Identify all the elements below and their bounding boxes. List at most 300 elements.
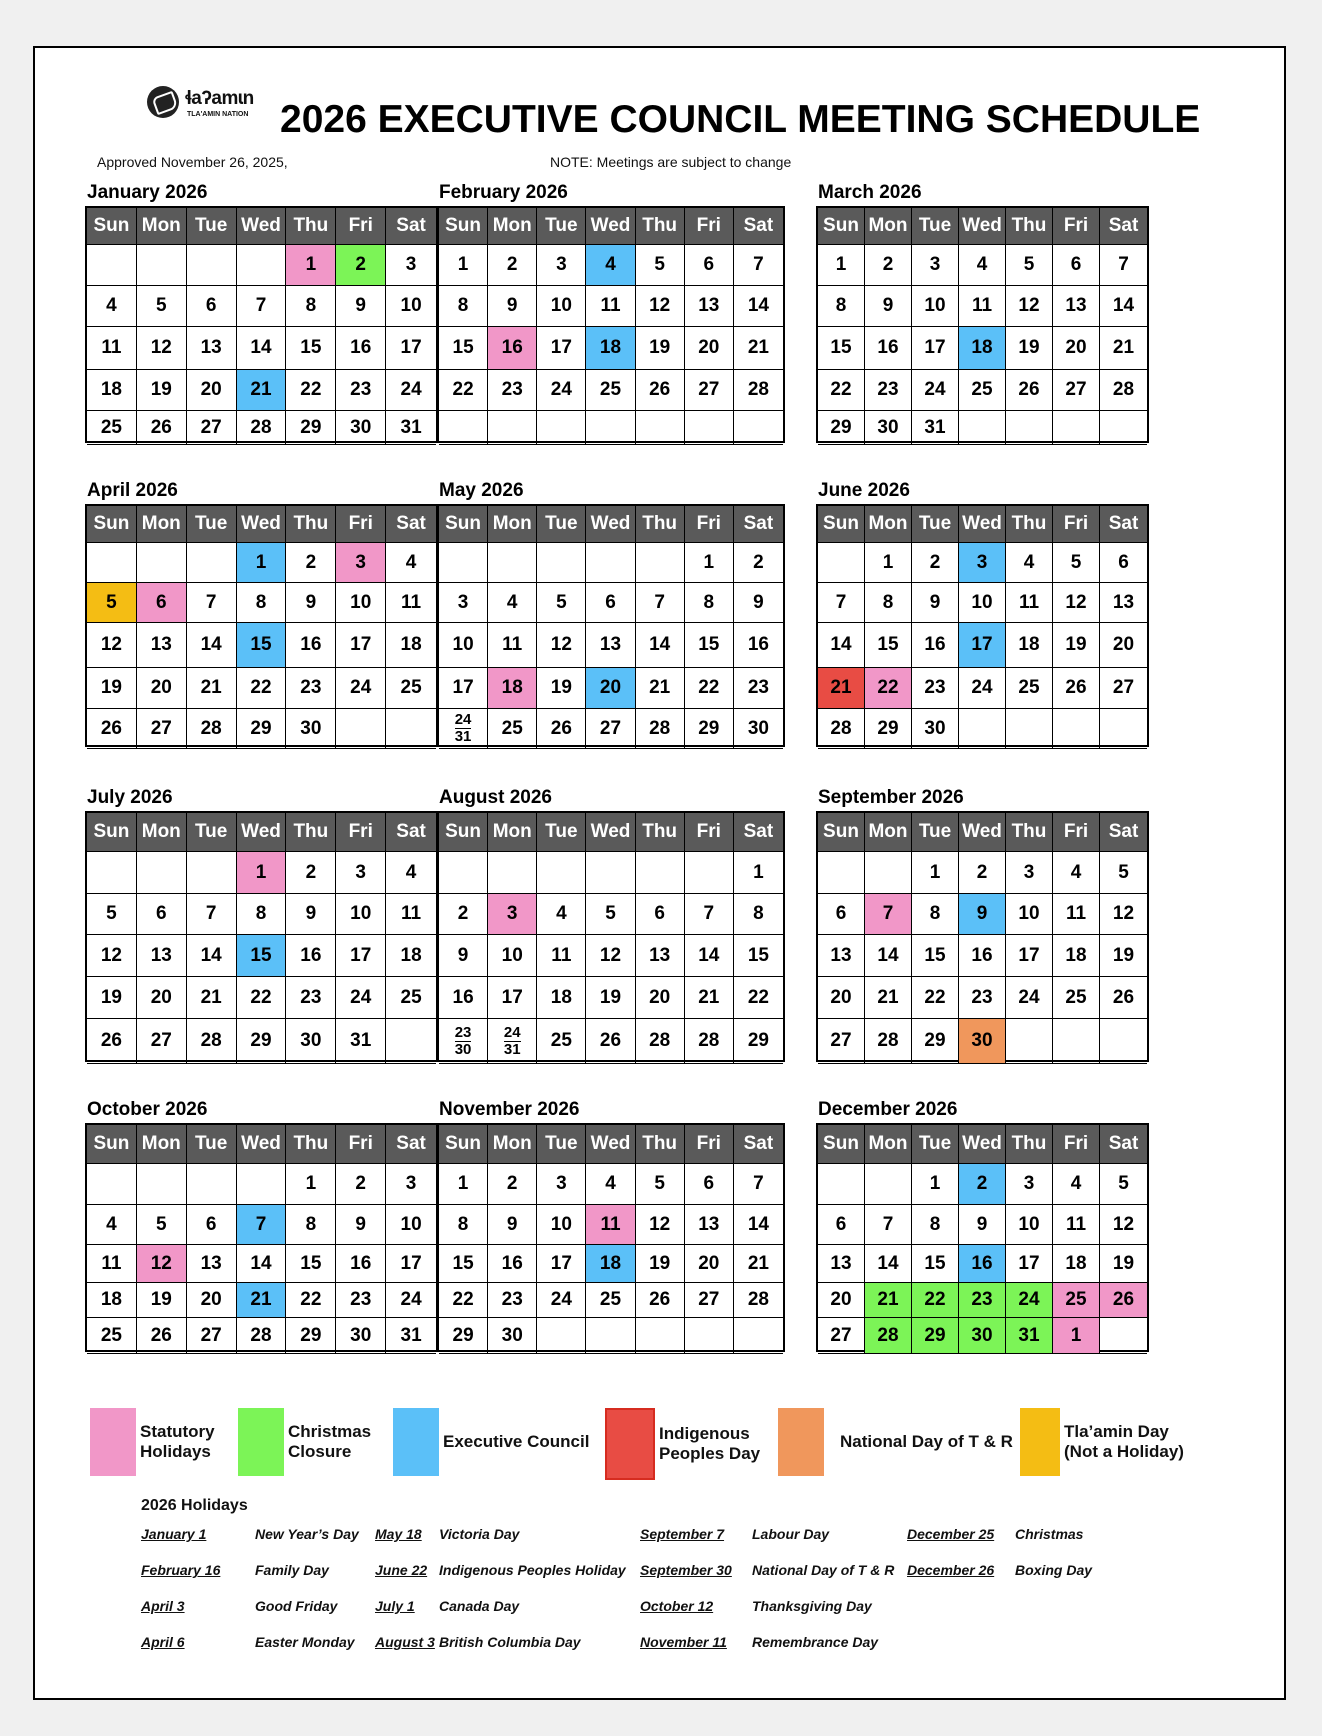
empty-cell (685, 1318, 734, 1354)
legend-swatch (90, 1408, 136, 1476)
month-grid (437, 504, 785, 747)
day-cell: 18 (959, 327, 1006, 370)
holiday-date: July 1 (375, 1598, 415, 1614)
day-header-tue: Tue (537, 1125, 586, 1164)
day-header-tue: Tue (537, 208, 586, 245)
day-header-mon: Mon (137, 506, 187, 543)
day-cell: 14 (237, 327, 287, 370)
day-cell: 20 (187, 370, 237, 411)
day-header-sun: Sun (439, 208, 488, 245)
day-cell: 11 (87, 327, 137, 370)
tlaamin-logo (147, 86, 267, 126)
day-header-tue: Tue (912, 506, 959, 543)
empty-cell (734, 1318, 783, 1354)
day-cell: 28 (636, 1019, 685, 1064)
holiday-date: October 12 (640, 1598, 714, 1614)
day-cell: 22 (912, 977, 959, 1019)
day-cell: 18 (386, 623, 436, 668)
day-cell: 18 (488, 668, 537, 709)
day-cell: 26 (137, 411, 187, 445)
day-cell: 11 (1053, 1205, 1100, 1245)
day-cell: 9 (734, 583, 783, 623)
empty-cell (439, 852, 488, 894)
day-cell: 5 (87, 583, 137, 623)
day-cell: 25 (1006, 668, 1053, 709)
day-header-sun: Sun (818, 813, 865, 852)
empty-cell (636, 411, 685, 445)
day-cell: 30 (336, 411, 386, 445)
day-cell: 13 (1053, 286, 1100, 327)
day-cell: 17 (439, 668, 488, 709)
day-cell: 22 (237, 977, 287, 1019)
holiday-date: April 3 (141, 1598, 185, 1614)
logo-subtitle: TLA'AMIN NATION (187, 111, 249, 118)
day-cell: 5 (137, 1205, 187, 1245)
day-cell: 24 (912, 370, 959, 411)
day-cell: 7 (237, 1205, 287, 1245)
day-header-wed: Wed (586, 813, 635, 852)
holiday-name: Christmas (1015, 1526, 1084, 1542)
day-cell: 28 (865, 1318, 912, 1354)
day-cell: 14 (187, 623, 237, 668)
day-cell: 6 (1053, 245, 1100, 286)
day-cell: 26 (636, 370, 685, 411)
day-cell: 27 (137, 1019, 187, 1064)
day-cell: 11 (386, 894, 436, 935)
day-cell: 15 (734, 935, 783, 977)
day-cell: 3 (537, 245, 586, 286)
day-header-sun: Sun (818, 506, 865, 543)
day-header-tue: Tue (912, 208, 959, 245)
day-cell: 7 (865, 1205, 912, 1245)
empty-cell (1053, 411, 1100, 445)
day-cell: 17 (959, 623, 1006, 668)
day-header-sun: Sun (439, 1125, 488, 1164)
empty-cell (1100, 1019, 1147, 1064)
day-cell: 18 (87, 370, 137, 411)
day-cell: 2 (286, 852, 336, 894)
day-cell: 21 (818, 668, 865, 709)
day-cell: 19 (1053, 623, 1100, 668)
holiday-name: National Day of T & R (752, 1562, 895, 1578)
day-header-wed: Wed (959, 506, 1006, 543)
day-cell: 15 (237, 935, 287, 977)
day-cell: 3 (386, 1164, 436, 1205)
day-cell: 20 (1053, 327, 1100, 370)
day-header-sat: Sat (386, 208, 436, 245)
day-header-wed: Wed (959, 1125, 1006, 1164)
day-cell: 6 (685, 245, 734, 286)
day-cell: 5 (137, 286, 187, 327)
day-cell: 4 (87, 1205, 137, 1245)
holiday-date: August 3 (375, 1634, 435, 1650)
day-cell: 14 (818, 623, 865, 668)
day-header-sat: Sat (386, 506, 436, 543)
day-cell: 11 (586, 286, 635, 327)
empty-cell (818, 543, 865, 583)
day-header-tue: Tue (912, 813, 959, 852)
day-cell: 1 (439, 1164, 488, 1205)
day-cell: 29 (237, 709, 287, 749)
day-cell: 17 (537, 327, 586, 370)
day-header-sun: Sun (439, 506, 488, 543)
day-cell: 8 (912, 1205, 959, 1245)
day-cell: 20 (1100, 623, 1147, 668)
day-cell: 20 (818, 1283, 865, 1318)
month-title: December 2026 (818, 1099, 958, 1120)
day-cell: 25 (959, 370, 1006, 411)
holiday-name: British Columbia Day (439, 1634, 581, 1650)
day-cell: 27 (1053, 370, 1100, 411)
day-header-tue: Tue (187, 813, 237, 852)
day-header-tue: Tue (912, 1125, 959, 1164)
day-cell: 3 (537, 1164, 586, 1205)
day-cell: 15 (439, 1245, 488, 1283)
day-cell: 10 (336, 894, 386, 935)
day-cell: 13 (685, 286, 734, 327)
day-cell: 24 (1006, 1283, 1053, 1318)
day-cell: 12 (586, 935, 635, 977)
day-cell: 21 (237, 1283, 287, 1318)
empty-cell (237, 245, 287, 286)
day-cell: 1 (734, 852, 783, 894)
holiday-name: Labour Day (752, 1526, 830, 1542)
day-cell: 22 (439, 1283, 488, 1318)
empty-cell (734, 411, 783, 445)
month-title: January 2026 (87, 182, 208, 203)
empty-cell (187, 245, 237, 286)
month-title: August 2026 (439, 787, 552, 808)
legend-swatch (605, 1408, 655, 1480)
empty-cell (137, 852, 187, 894)
day-cell: 22 (865, 668, 912, 709)
empty-cell (586, 1318, 635, 1354)
empty-cell (87, 1164, 137, 1205)
day-cell: 18 (386, 935, 436, 977)
empty-cell (87, 543, 137, 583)
month-title: July 2026 (87, 787, 173, 808)
empty-cell (137, 245, 187, 286)
day-cell: 25 (87, 1318, 137, 1354)
day-cell: 19 (1100, 935, 1147, 977)
day-header-mon: Mon (488, 208, 537, 245)
day-header-sat: Sat (734, 506, 783, 543)
day-cell: 21 (187, 668, 237, 709)
day-cell: 23 (488, 370, 537, 411)
empty-cell (1006, 1019, 1053, 1064)
day-cell: 16 (336, 1245, 386, 1283)
day-cell: 4 (586, 1164, 635, 1205)
day-cell: 10 (488, 935, 537, 977)
day-header-sat: Sat (386, 1125, 436, 1164)
day-cell: 6 (137, 894, 187, 935)
day-cell-combined (439, 1019, 488, 1064)
day-cell: 11 (537, 935, 586, 977)
day-cell: 29 (818, 411, 865, 445)
day-cell: 26 (1100, 1283, 1147, 1318)
day-header-thu: Thu (286, 506, 336, 543)
schedule-note: NOTE: Meetings are subject to change (550, 154, 792, 170)
day-cell: 25 (1053, 977, 1100, 1019)
day-cell: 5 (1053, 543, 1100, 583)
day-cell: 28 (237, 1318, 287, 1354)
day-cell: 17 (336, 935, 386, 977)
day-header-sun: Sun (87, 506, 137, 543)
day-header-thu: Thu (1006, 1125, 1053, 1164)
day-cell: 5 (586, 894, 635, 935)
day-cell: 3 (912, 245, 959, 286)
day-cell: 27 (685, 370, 734, 411)
day-cell: 28 (636, 709, 685, 749)
empty-cell (818, 1164, 865, 1205)
day-cell: 5 (636, 1164, 685, 1205)
day-cell: 22 (685, 668, 734, 709)
day-cell: 1 (865, 543, 912, 583)
day-header-tue: Tue (537, 506, 586, 543)
day-cell: 4 (386, 543, 436, 583)
day-cell: 25 (386, 668, 436, 709)
day-cell-combined (488, 1019, 537, 1064)
day-header-sun: Sun (439, 813, 488, 852)
legend-swatch (778, 1408, 824, 1476)
day-cell: 8 (865, 583, 912, 623)
day-cell: 21 (237, 370, 287, 411)
holiday-date: September 7 (640, 1526, 725, 1542)
empty-cell (386, 709, 436, 749)
day-header-fri: Fri (1053, 208, 1100, 245)
day-cell: 2 (912, 543, 959, 583)
day-cell: 21 (865, 1283, 912, 1318)
day-cell: 20 (685, 1245, 734, 1283)
empty-cell (537, 543, 586, 583)
day-cell: 1 (237, 543, 287, 583)
day-cell: 19 (537, 668, 586, 709)
day-cell: 3 (336, 543, 386, 583)
day-cell: 29 (439, 1318, 488, 1354)
empty-cell (187, 1164, 237, 1205)
empty-cell (959, 709, 1006, 749)
day-cell: 12 (636, 286, 685, 327)
day-cell: 24 (537, 1283, 586, 1318)
holiday-name: Boxing Day (1015, 1562, 1093, 1578)
month-title: February 2026 (439, 182, 568, 203)
day-header-wed: Wed (586, 506, 635, 543)
day-cell: 2 (488, 1164, 537, 1205)
holiday-name: Canada Day (439, 1598, 520, 1614)
day-cell: 26 (586, 1019, 635, 1064)
day-cell: 29 (865, 709, 912, 749)
day-cell: 10 (959, 583, 1006, 623)
day-cell: 7 (818, 583, 865, 623)
day-cell: 16 (286, 935, 336, 977)
day-cell: 28 (237, 411, 287, 445)
empty-cell (237, 1164, 287, 1205)
day-cell: 2 (959, 852, 1006, 894)
day-cell: 28 (818, 709, 865, 749)
legend-label: National Day of T & R (840, 1432, 1013, 1451)
day-cell: 6 (818, 1205, 865, 1245)
legend-label: Tla’amin Day (Not a Holiday) (1064, 1422, 1184, 1461)
legend-item (238, 1408, 371, 1476)
day-header-thu: Thu (636, 208, 685, 245)
day-cell: 24 (336, 977, 386, 1019)
day-cell: 7 (636, 583, 685, 623)
day-cell: 12 (537, 623, 586, 668)
day-cell: 8 (439, 286, 488, 327)
day-cell: 13 (636, 935, 685, 977)
day-header-thu: Thu (1006, 506, 1053, 543)
day-cell: 6 (586, 583, 635, 623)
month-title: September 2026 (818, 787, 964, 808)
holiday-name: Easter Monday (255, 1634, 355, 1650)
empty-cell (537, 411, 586, 445)
empty-cell (439, 543, 488, 583)
holiday-date: December 25 (907, 1526, 995, 1542)
month-grid (85, 504, 438, 747)
day-header-wed: Wed (586, 1125, 635, 1164)
day-cell: 31 (912, 411, 959, 445)
day-cell: 30 (286, 1019, 336, 1064)
day-cell: 8 (439, 1205, 488, 1245)
day-cell: 9 (286, 583, 336, 623)
day-cell: 19 (586, 977, 635, 1019)
day-cell: 14 (734, 1205, 783, 1245)
day-header-fri: Fri (1053, 813, 1100, 852)
legend-item (1020, 1408, 1184, 1476)
day-cell: 22 (734, 977, 783, 1019)
month-grid (85, 1123, 438, 1352)
day-cell: 21 (187, 977, 237, 1019)
day-cell: 9 (286, 894, 336, 935)
day-cell: 16 (488, 1245, 537, 1283)
holiday-name: Family Day (255, 1562, 329, 1578)
day-cell: 10 (537, 286, 586, 327)
day-cell: 27 (685, 1283, 734, 1318)
day-cell: 2 (959, 1164, 1006, 1205)
day-cell: 20 (586, 668, 635, 709)
day-cell: 11 (1006, 583, 1053, 623)
day-cell: 19 (87, 977, 137, 1019)
day-cell: 2 (439, 894, 488, 935)
day-cell: 3 (336, 852, 386, 894)
day-cell: 29 (286, 1318, 336, 1354)
day-cell: 22 (818, 370, 865, 411)
day-cell: 26 (636, 1283, 685, 1318)
empty-cell (636, 1318, 685, 1354)
empty-cell (636, 852, 685, 894)
approved-date: Approved November 26, 2025, (97, 154, 288, 170)
empty-cell (187, 543, 237, 583)
day-header-sun: Sun (87, 208, 137, 245)
day-cell: 19 (636, 327, 685, 370)
month-grid (437, 811, 785, 1062)
day-header-fri: Fri (685, 813, 734, 852)
day-cell: 10 (439, 623, 488, 668)
empty-cell (1100, 1318, 1147, 1354)
day-cell: 9 (336, 286, 386, 327)
day-cell: 18 (1053, 1245, 1100, 1283)
day-header-thu: Thu (636, 1125, 685, 1164)
day-header-sat: Sat (1100, 813, 1147, 852)
day-header-tue: Tue (537, 813, 586, 852)
day-cell: 18 (537, 977, 586, 1019)
day-number: 31 (503, 1040, 521, 1058)
day-cell: 23 (959, 977, 1006, 1019)
day-cell: 14 (1100, 286, 1147, 327)
day-cell: 29 (912, 1019, 959, 1064)
day-header-fri: Fri (685, 1125, 734, 1164)
day-cell: 25 (87, 411, 137, 445)
empty-cell (537, 1318, 586, 1354)
day-cell: 13 (1100, 583, 1147, 623)
day-cell: 6 (818, 894, 865, 935)
day-cell: 10 (336, 583, 386, 623)
day-header-sat: Sat (734, 1125, 783, 1164)
day-header-mon: Mon (865, 813, 912, 852)
legend-swatch (238, 1408, 284, 1476)
day-cell: 28 (187, 1019, 237, 1064)
empty-cell (1100, 709, 1147, 749)
day-cell: 15 (912, 1245, 959, 1283)
day-cell: 12 (1100, 1205, 1147, 1245)
day-cell: 4 (959, 245, 1006, 286)
day-cell: 5 (537, 583, 586, 623)
day-cell: 5 (1100, 1164, 1147, 1205)
day-cell: 18 (87, 1283, 137, 1318)
day-cell: 24 (959, 668, 1006, 709)
day-header-thu: Thu (286, 208, 336, 245)
day-cell: 17 (336, 623, 386, 668)
day-cell: 16 (912, 623, 959, 668)
day-cell: 21 (685, 977, 734, 1019)
day-cell: 23 (286, 668, 336, 709)
day-cell: 29 (685, 709, 734, 749)
day-cell: 15 (439, 327, 488, 370)
day-cell: 3 (1006, 852, 1053, 894)
day-header-fri: Fri (336, 208, 386, 245)
holiday-name: New Year’s Day (255, 1526, 359, 1542)
day-cell: 28 (865, 1019, 912, 1064)
day-cell: 21 (865, 977, 912, 1019)
empty-cell (818, 852, 865, 894)
month-grid (437, 1123, 785, 1352)
day-cell: 8 (286, 1205, 336, 1245)
day-cell: 11 (386, 583, 436, 623)
day-cell: 9 (959, 1205, 1006, 1245)
day-cell: 13 (818, 1245, 865, 1283)
legend-label: Statutory Holidays (140, 1422, 215, 1461)
empty-cell (1100, 411, 1147, 445)
day-cell: 13 (818, 935, 865, 977)
day-header-mon: Mon (137, 813, 187, 852)
day-cell: 7 (187, 894, 237, 935)
day-header-mon: Mon (865, 506, 912, 543)
day-cell: 7 (237, 286, 287, 327)
day-cell: 26 (537, 709, 586, 749)
day-cell: 8 (818, 286, 865, 327)
day-header-thu: Thu (1006, 813, 1053, 852)
day-header-thu: Thu (636, 506, 685, 543)
empty-cell (685, 411, 734, 445)
day-cell: 17 (537, 1245, 586, 1283)
empty-cell (87, 852, 137, 894)
day-header-wed: Wed (237, 813, 287, 852)
day-cell: 4 (488, 583, 537, 623)
month-grid (816, 1123, 1149, 1352)
day-header-sun: Sun (87, 813, 137, 852)
day-header-thu: Thu (286, 1125, 336, 1164)
empty-cell (386, 1019, 436, 1064)
